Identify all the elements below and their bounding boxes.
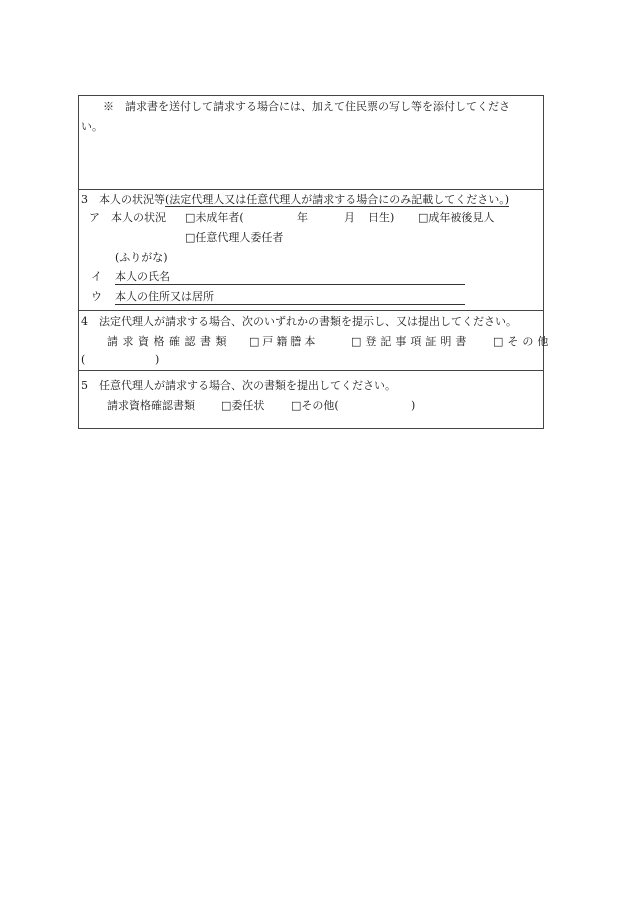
request-form-table <box>78 95 553 429</box>
section3-heading: 3 本人の状況等(法定代理人又は任意代理人が請求する場合にのみ記載してください。) <box>81 193 510 206</box>
section4-heading: 4 法定代理人が請求する場合、次のいずれかの書類を提示し、又は提出してください。 <box>81 315 517 328</box>
section3-principal-status <box>79 190 543 311</box>
koseki-checkbox-option[interactable]: □戸籍謄本 <box>249 335 319 348</box>
other-paren-open: ( <box>81 353 86 366</box>
birth-year-label: 年 <box>297 211 308 224</box>
section5-heading: 5 任意代理人が請求する場合、次の書類を提出してください。 <box>81 379 396 392</box>
note-text-line2: い。 <box>81 120 103 133</box>
other-paren-close: ) <box>155 353 160 366</box>
adult-ward-checkbox-option[interactable]: □成年被後見人 <box>418 211 495 224</box>
name-label: 本人の氏名 <box>115 270 170 283</box>
note-text-line1: ※ 請求書を送付して請求する場合には、加えて住民票の写し等を添付してくださ <box>103 100 510 113</box>
other-checkbox-option-4[interactable]: □その他 <box>493 335 553 348</box>
section5-voluntary-representative <box>79 371 543 430</box>
principal-checkbox-option[interactable]: □任意代理人委任者 <box>185 231 284 244</box>
status-label: ア 本人の状況 <box>89 211 166 224</box>
note-section <box>79 96 543 190</box>
section5-doc-type: 請求資格確認書類 <box>107 399 195 412</box>
address-label: 本人の住所又は居所 <box>115 290 214 303</box>
address-field[interactable] <box>115 304 465 305</box>
minor-checkbox-option[interactable]: □未成年者( <box>185 211 244 224</box>
address-item-marker: ウ <box>91 290 102 303</box>
furigana-label: (ふりがな) <box>115 251 168 264</box>
section4-legal-representative <box>79 311 553 371</box>
proxy-checkbox-option[interactable]: □委任状 <box>221 399 265 412</box>
name-item-marker: イ <box>91 270 102 283</box>
name-field[interactable] <box>115 284 465 285</box>
other-checkbox-option-5[interactable]: □その他( <box>291 399 339 412</box>
section4-doc-type: 請求資格確認書類 <box>107 335 231 348</box>
registry-checkbox-option[interactable]: □登記事項証明書 <box>351 335 471 348</box>
other-paren-close-5: ) <box>411 399 416 412</box>
birth-month-label: 月 <box>344 211 355 224</box>
birth-day-label: 日生) <box>368 211 395 224</box>
section3-heading-note: (法定代理人又は任意代理人が請求する場合にのみ記載してください。) <box>165 193 510 206</box>
